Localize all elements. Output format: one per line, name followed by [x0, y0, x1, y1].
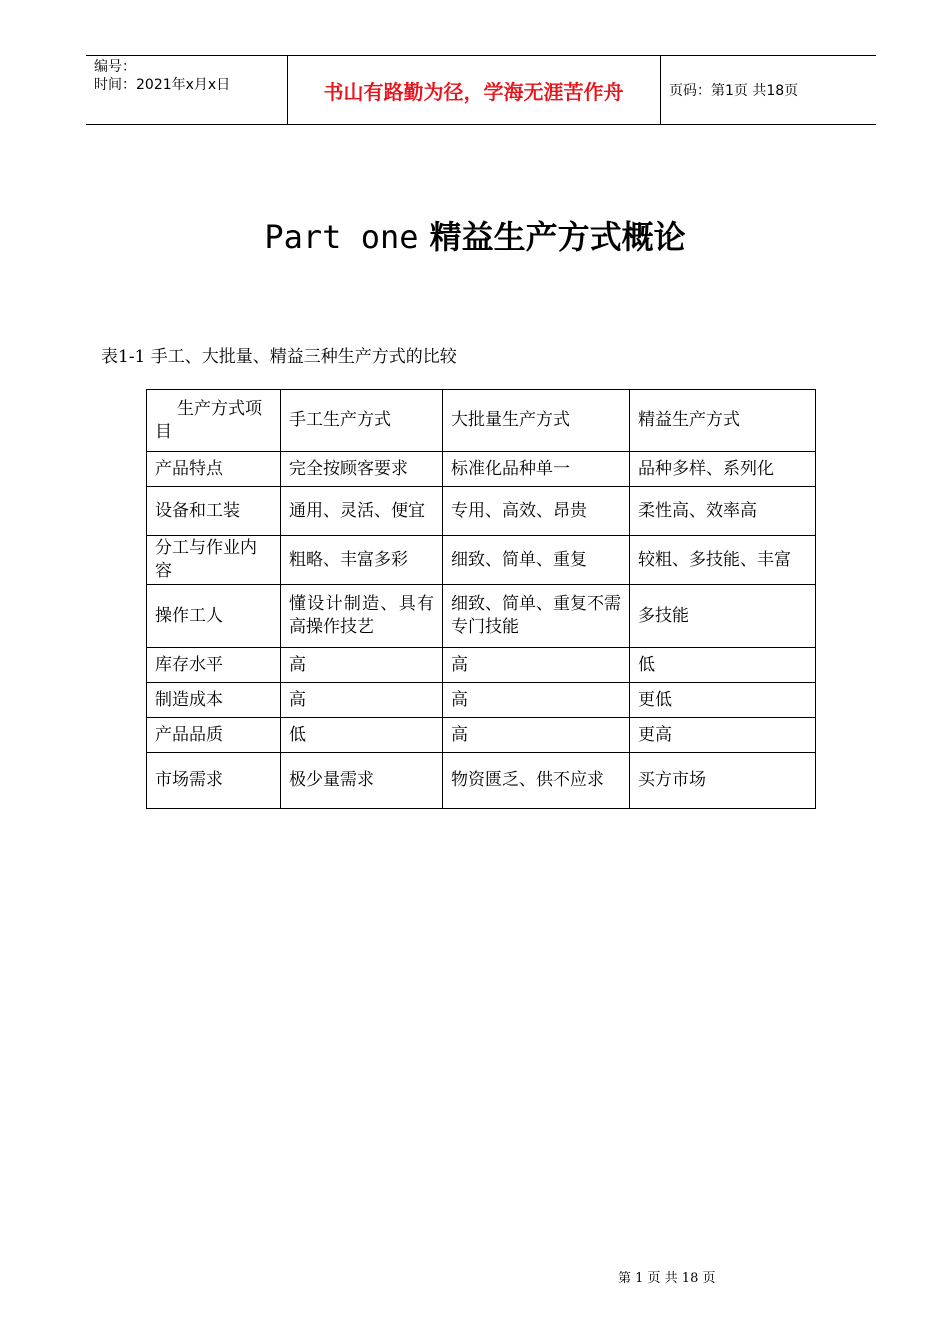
- table-cell: 高: [443, 718, 630, 753]
- table-cell: 较粗、多技能、丰富: [630, 536, 816, 585]
- table-cell: 更高: [630, 718, 816, 753]
- table-row: [147, 718, 816, 753]
- document-number-label: 编号：: [94, 59, 136, 75]
- table-row: [147, 753, 816, 809]
- table-cell: 买方市场: [630, 753, 816, 809]
- table-caption: 表1-1 手工、大批量、精益三种生产方式的比较: [101, 347, 457, 367]
- table-cell: 物资匮乏、供不应求: [443, 753, 630, 809]
- table-row: [147, 452, 816, 487]
- table-cell: 标准化品种单一: [443, 452, 630, 487]
- table-row: [147, 536, 816, 585]
- table-row-label: 产品品质: [147, 718, 281, 753]
- table-cell: 更低: [630, 683, 816, 718]
- table-cell: 极少量需求: [281, 753, 443, 809]
- header-page-info: 页码：第1页 共18页: [669, 83, 799, 99]
- table-cell: 细致、简单、重复: [443, 536, 630, 585]
- table-cell: 多技能: [630, 585, 816, 648]
- document-date: 时间：2021年x月x日: [94, 77, 231, 93]
- table-column-header: 手工生产方式: [281, 390, 443, 452]
- table-row: [147, 648, 816, 683]
- table-column-header: 大批量生产方式: [443, 390, 630, 452]
- table-row-label: 设备和工装: [147, 487, 281, 536]
- page-footer: 第 1 页 共 18 页: [618, 1271, 716, 1286]
- table-cell: 柔性高、效率高: [630, 487, 816, 536]
- header-divider: [660, 56, 661, 124]
- header-motto: 书山有路勤为径，学海无涯苦作舟: [323, 79, 624, 104]
- table-row-label: 操作工人: [147, 585, 281, 648]
- table-cell: 完全按顾客要求: [281, 452, 443, 487]
- document-title: [0, 212, 950, 258]
- table-cell: 高: [281, 683, 443, 718]
- header-meta: [94, 58, 230, 94]
- table-cell: 品种多样、系列化: [630, 452, 816, 487]
- table-cell: 通用、灵活、便宜: [281, 487, 443, 536]
- table-corner-cell: 生产方式项目: [147, 390, 281, 452]
- table-cell: 懂设计制造、具有高操作技艺: [281, 585, 443, 648]
- table-cell: 低: [281, 718, 443, 753]
- table-row-label: 产品特点: [147, 452, 281, 487]
- table-row-label: 分工与作业内容: [147, 536, 281, 585]
- table-row-label: 市场需求: [147, 753, 281, 809]
- table-cell: 专用、高效、昂贵: [443, 487, 630, 536]
- title-latin: Part one: [264, 218, 419, 256]
- table-cell: 高: [443, 683, 630, 718]
- table-cell: 细致、简单、重复不需专门技能: [443, 585, 630, 648]
- table-cell: 粗略、丰富多彩: [281, 536, 443, 585]
- table-row: [147, 585, 816, 648]
- table-row-label: 库存水平: [147, 648, 281, 683]
- comparison-table: [146, 389, 816, 809]
- page-header: [86, 55, 876, 125]
- table-cell: 高: [281, 648, 443, 683]
- table-cell: 高: [443, 648, 630, 683]
- table-column-header: 精益生产方式: [630, 390, 816, 452]
- table-row: [147, 683, 816, 718]
- table-header-row: [147, 390, 816, 452]
- table-cell: 低: [630, 648, 816, 683]
- title-cjk: 精益生产方式概论: [429, 218, 686, 256]
- table-row: [147, 487, 816, 536]
- table-row-label: 制造成本: [147, 683, 281, 718]
